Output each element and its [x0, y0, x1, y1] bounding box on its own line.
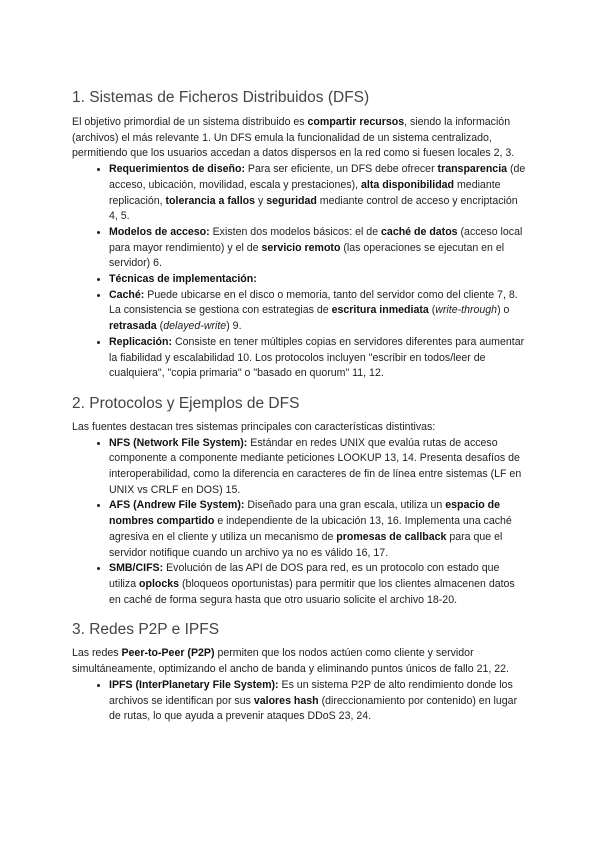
text-run: Es un sistema P2P de alto rendimiento donde los archivos se identifican por sus [109, 678, 513, 707]
text-run: Las fuentes destacan tres sistemas principales con características distintivas: [72, 420, 436, 433]
bold-text: SMB/CIFS: [109, 562, 164, 575]
bold-text: promesas de callback [336, 530, 447, 543]
bold-text: Requerimientos de diseño: [109, 163, 245, 176]
list-item [109, 272, 528, 288]
bold-text: IPFS (InterPlanetary File System): [109, 678, 279, 691]
list-item [109, 335, 528, 382]
text-run: Puede ubicarse en el disco o memoria, tanto del servidor como del cliente 7, 8. La consistencia se gestiona con estrategias de [109, 288, 518, 317]
list-item [109, 225, 528, 272]
section-intro [72, 115, 528, 162]
section-protocols [72, 394, 528, 608]
text-run: (acceso local para mayor rendimiento) y el de [109, 225, 523, 254]
bold-text: Replicación: [109, 335, 172, 348]
italic-text: delayed-write [163, 320, 227, 333]
bold-text: seguridad [266, 194, 317, 207]
bold-text: NFS (Network File System): [109, 436, 248, 449]
text-run: mediante replicación, [109, 178, 501, 207]
text-run: El objetivo primordial de un sistema distribuido es [72, 116, 308, 128]
section-intro [72, 420, 528, 436]
text-run: Consiste en tener múltiples copias en servidores diferentes para aumentar la fiabilidad y escalabilidad 10. Los protocolos incluyen "escribir en todos/leer de cualquiera", "copia primaria" o "basado en quorum" 11, 12. [109, 335, 525, 380]
text-run: (bloqueos oportunistas) para permitir que los clientes almacenen datos en caché de forma segura hasta que otro usuario solicite el archivo 18-20. [109, 577, 515, 606]
italic-text: write-through [435, 304, 498, 317]
text-run: Las redes [72, 647, 122, 660]
bold-text: Técnicas de implementación: [109, 273, 257, 286]
bold-text: alta disponibilidad [361, 178, 455, 191]
text-run: Evolución de las API de DOS para red, es un protocolo con estado que utiliza [109, 562, 500, 590]
text-run: (las operaciones se ejecutan en el servidor) 6. [109, 241, 505, 270]
text-run: , siendo la información (archivos) el más relevante 1. Un DFS emula la funcionalidad de un sistema centralizado, permitiendo que los usuarios accedan a datos dispersos en la red como si fuesen locales 2, 3. [72, 116, 515, 160]
bold-text: compartir recursos [307, 116, 405, 128]
list-item [109, 162, 528, 225]
bold-text: servicio remoto [261, 241, 341, 254]
bold-text: caché de datos [381, 225, 458, 238]
bullet-list [72, 678, 528, 725]
text-run: e independiente de la ubicación 13, 16. Implementa una caché agresiva en el cliente y utiliza un mecanismo de [109, 515, 512, 543]
list-item [109, 288, 528, 335]
bold-text: retrasada [109, 320, 157, 333]
bold-text: tolerancia a fallos [165, 194, 256, 207]
section-p2p [72, 620, 528, 725]
text-run: y [255, 194, 267, 207]
bold-text: Peer-to-Peer (P2P) [121, 647, 215, 660]
text-run: Diseñado para una gran escala, utiliza un [244, 499, 446, 512]
bullet-list [72, 162, 528, 382]
text-run: (direccionamiento por contenido) en lugar de rutas, lo que ayuda a prevenir ataques DDoS 23, 24. [109, 694, 518, 723]
text-run: Existen dos modelos básicos: el de [209, 225, 382, 238]
text-run: para que el servidor notifique cuando un archivo ya no es válido 16, 17. [109, 530, 503, 559]
text-run: permiten que los nodos actúen como cliente y servidor simultáneamente, optimizando el ancho de banda y eliminando puntos únicos de fallo 21, 22. [72, 647, 509, 676]
text-run: (de acceso, ubicación, movilidad, escala y prestaciones), [109, 163, 526, 191]
section-heading: 3. Redes P2P e IPFS [72, 621, 220, 639]
section-dfs [72, 0, 528, 382]
text-run: ) o [497, 304, 510, 317]
bold-text: espacio de nombres compartido [109, 499, 500, 528]
bullet-list [72, 436, 528, 609]
bold-text: AFS (Andrew File System): [109, 499, 245, 512]
text-run: Para ser eficiente, un DFS debe ofrecer [244, 163, 438, 176]
bold-text: oplocks [139, 577, 180, 590]
list-item [109, 498, 528, 561]
list-item [109, 678, 528, 725]
text-run: Estándar en redes UNIX que evalúa rutas de acceso componente a componente mediante peticiones LOOKUP 13, 14. Presenta desafíos de interoperabilidad, como la diferencia en caracteres de fin de línea entre sistemas (LF en UNIX vs CRLF en DOS) 15. [109, 436, 522, 496]
bold-text: Caché: [109, 288, 145, 301]
section-intro [72, 646, 528, 677]
text-run: ( [428, 304, 436, 317]
section-heading: 1. Sistemas de Ficheros Distribuidos (DFS) [72, 89, 370, 106]
bold-text: transparencia [437, 163, 508, 176]
list-item [109, 561, 528, 608]
bold-text: Modelos de acceso: [109, 225, 210, 238]
text-run: ) 9. [226, 320, 242, 333]
bold-text: valores hash [253, 694, 319, 707]
bold-text: escritura inmediata [331, 304, 429, 317]
list-item [109, 436, 528, 499]
section-heading: 2. Protocolos y Ejemplos de DFS [72, 394, 300, 412]
text-run: ( [156, 320, 164, 333]
text-run: mediante control de acceso y encriptación 4, 5. [109, 194, 518, 223]
